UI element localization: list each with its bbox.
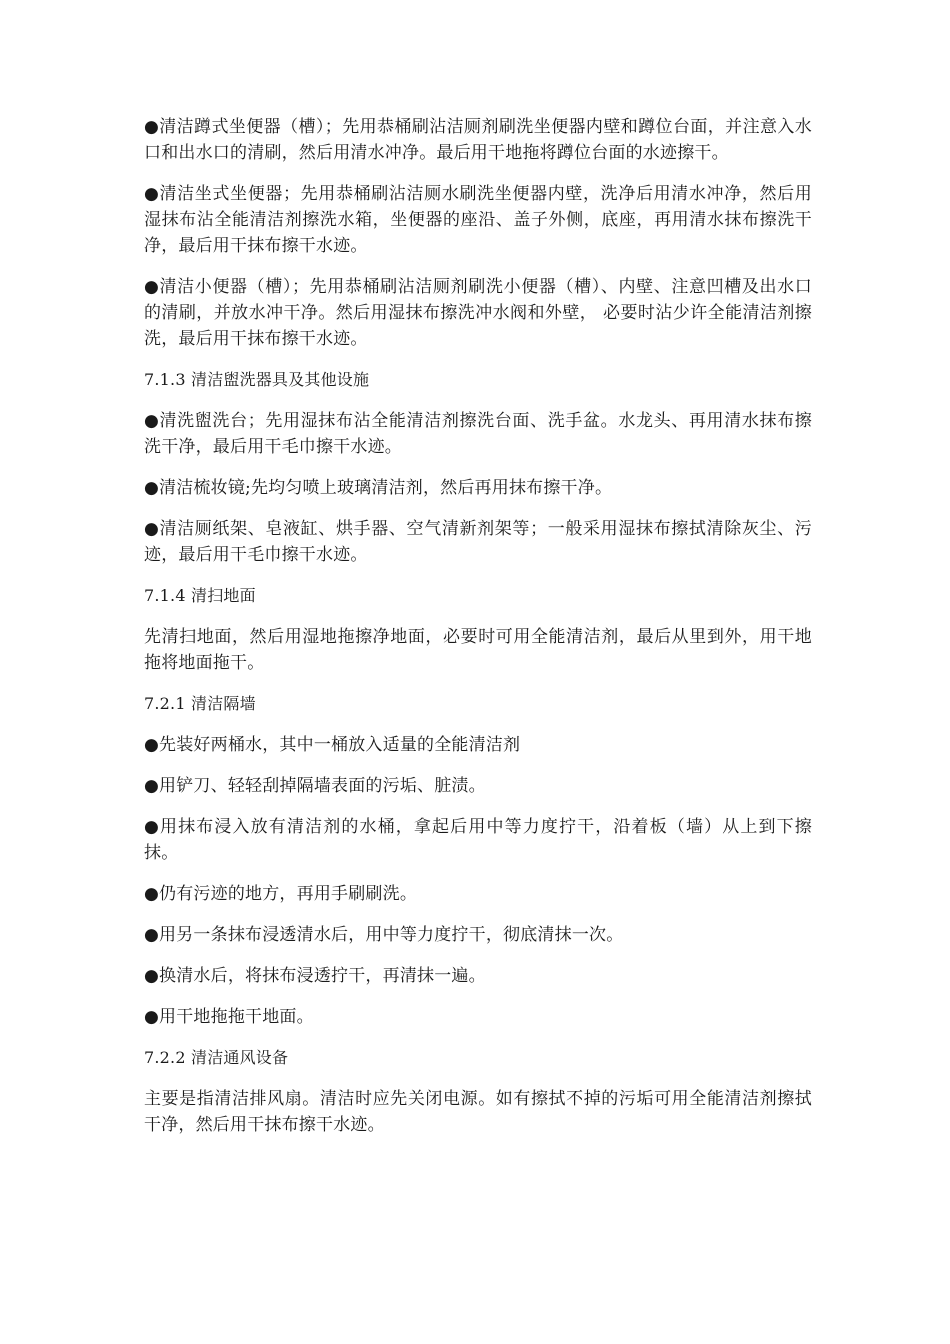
list-item-rinse-wipe: ●用另一条抹布浸透清水后，用中等力度拧干，彻底清抹一次。 (144, 925, 624, 945)
section-heading-7-1-4: 7.1.4 清扫地面 (144, 586, 256, 605)
paragraph-fixtures: ●清洁厕纸架、皂液缸、烘手器、空气清新剂架等；一般采用湿抹布擦拭清除灰尘、污迹，最后用干毛巾擦干水迹。 (144, 519, 812, 565)
paragraph-mirror: ●清洁梳妆镜;先均匀喷上玻璃清洁剂，然后再用抹布擦干净。 (144, 478, 613, 498)
section-heading-7-2-2: 7.2.2 清洁通风设备 (144, 1048, 289, 1067)
paragraph-urinal: ●清洁小便器（槽）；先用恭桶刷沾洁厕剂刷洗小便器（槽）、内壁、注意凹槽及出水口的清刷，并放水冲干净。然后用湿抹布擦洗冲水阀和外壁， 必要时沾少许全能清洁剂擦洗，最后用干抹布擦干水迹。 (144, 277, 812, 349)
list-item-wipe-top-down: ●用抹布浸入放有清洁剂的水桶，拿起后用中等力度拧干，沿着板（墙）从上到下擦抹。 (144, 817, 812, 863)
document-body (144, 114, 812, 1153)
list-item-brush-stains: ●仍有污迹的地方，再用手刷刷洗。 (144, 884, 418, 904)
paragraph-ventilation: 主要是指清洁排风扇。清洁时应先关闭电源。如有擦拭不掉的污垢可用全能清洁剂擦拭干净，然后用干抹布擦干水迹。 (144, 1089, 812, 1135)
paragraph-sitting-toilet: ●清洁坐式坐便器；先用恭桶刷沾洁厕水刷洗坐便器内壁，洗净后用清水冲净，然后用湿抹布沾全能清洁剂擦洗水箱，坐便器的座沿、盖子外侧，底座，再用清水抹布擦洗干净，最后用干抹布擦干水迹。 (144, 184, 812, 256)
list-item-dry-floor: ●用干地拖拖干地面。 (144, 1007, 314, 1027)
paragraph-washbasin: ●清洗盥洗台；先用湿抹布沾全能清洁剂擦洗台面、洗手盆。水龙头、再用清水抹布擦洗干净，最后用干毛巾擦干水迹。 (144, 411, 812, 457)
section-heading-7-1-3: 7.1.3 清洁盥洗器具及其他设施 (144, 370, 370, 389)
list-item-scrape: ●用铲刀、轻轻刮掉隔墙表面的污垢、脏渍。 (144, 776, 486, 796)
paragraph-floor: 先清扫地面，然后用湿地拖擦净地面，必要时可用全能清洁剂，最后从里到外，用干地拖将地面拖干。 (144, 627, 812, 673)
list-item-prepare-buckets: ●先装好两桶水，其中一桶放入适量的全能清洁剂 (144, 735, 521, 755)
paragraph-squat-toilet: ●清洁蹲式坐便器（槽）；先用恭桶刷沾洁厕剂刷洗坐便器内壁和蹲位台面，并注意入水口和出水口的清刷，然后用清水冲净。最后用干地拖将蹲位台面的水迹擦干。 (144, 117, 812, 163)
section-heading-7-2-1: 7.2.1 清洁隔墙 (144, 694, 256, 713)
list-item-final-wipe: ●换清水后，将抹布浸透拧干，再清抹一遍。 (144, 966, 486, 986)
